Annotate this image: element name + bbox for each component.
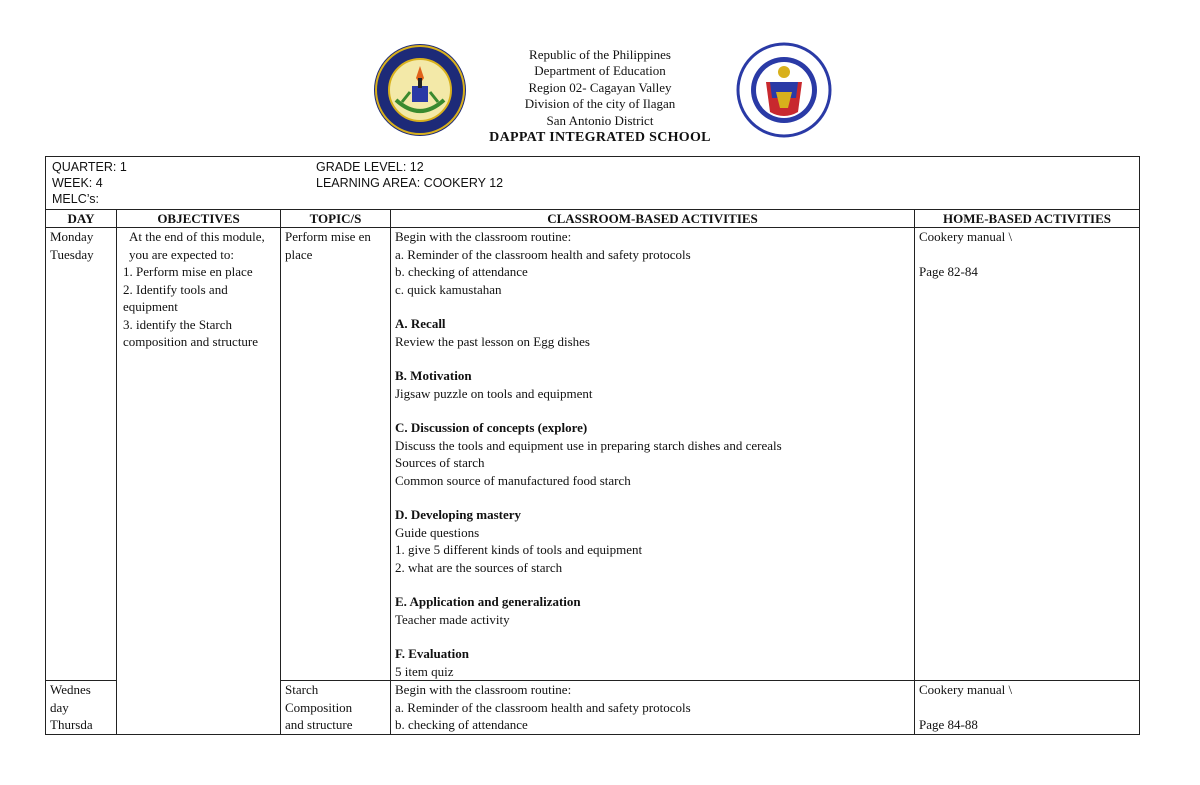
day-text: Wednes: [50, 682, 91, 697]
section-line: Review the past lesson on Egg dishes: [395, 333, 590, 349]
section-title: D. Developing mastery: [395, 507, 522, 522]
deped-seal-icon: [736, 42, 832, 138]
header-line: San Antonio District: [546, 112, 654, 128]
section-line: Discuss the tools and equipment use in preparing starch dishes and cereals: [395, 437, 782, 453]
section-line: Jigsaw puzzle on tools and equipment: [395, 385, 593, 401]
day-text: day: [50, 699, 69, 715]
document-header: [0, 0, 1200, 150]
header-line: Region 02- Cagayan Valley: [528, 79, 672, 95]
objective-item: 3. identify the Starch composition and structure: [123, 316, 259, 349]
quarter-label: QUARTER: 1: [52, 160, 127, 174]
section-line: Common source of manufactured food starch: [395, 472, 631, 488]
topic-cell: Perform mise en place: [281, 228, 391, 681]
day-text: Thursda: [50, 717, 93, 732]
home-line: Cookery manual \: [919, 682, 1013, 697]
section-line: 5 item quiz: [395, 663, 454, 679]
section-title: A. Recall: [395, 316, 446, 331]
header-line: Republic of the Philippines: [529, 47, 671, 62]
week-label: WEEK: 4: [52, 176, 103, 190]
routine-line: c. quick kamustahan: [395, 281, 502, 297]
col-classroom: CLASSROOM-BASED ACTIVITIES: [391, 210, 915, 228]
section-line: 2. what are the sources of starch: [395, 559, 563, 575]
section-title: F. Evaluation: [395, 646, 469, 661]
section-title: E. Application and generalization: [395, 594, 581, 609]
routine-line: a. Reminder of the classroom health and safety protocols: [395, 246, 691, 262]
section-line: Sources of starch: [395, 455, 485, 470]
routine-line: Begin with the classroom routine:: [395, 229, 572, 244]
header-text: [480, 47, 720, 146]
school-name: DAPPAT INTEGRATED SCHOOL: [489, 130, 711, 146]
section-title: B. Motivation: [395, 368, 472, 383]
section-line: Teacher made activity: [395, 611, 510, 627]
header-row: [46, 210, 1140, 228]
routine-line: b. checking of attendance: [395, 264, 528, 279]
topic-line: Composition: [285, 699, 353, 715]
routine-line: a. Reminder of the classroom health and safety protocols: [395, 699, 691, 715]
home-cell: [915, 681, 1140, 735]
col-home: HOME-BASED ACTIVITIES: [915, 210, 1140, 228]
objectives-cell: [117, 228, 281, 735]
col-day: DAY: [46, 210, 117, 228]
topic-cell: [281, 681, 391, 735]
section-line: Guide questions: [395, 524, 480, 540]
grade-label: GRADE LEVEL: 12: [316, 160, 424, 174]
topic-line: and structure: [285, 717, 353, 732]
info-cell: [46, 157, 1140, 210]
melc-label: MELC’s:: [52, 192, 100, 206]
school-seal-icon: [372, 42, 468, 138]
home-line: Page 84-88: [919, 717, 978, 732]
col-topics: TOPIC/S: [281, 210, 391, 228]
objective-item: 1. Perform mise en place: [123, 264, 253, 279]
day-text: Tuesday: [50, 246, 94, 262]
home-line: Cookery manual \: [919, 229, 1013, 244]
table-row: [46, 228, 1140, 681]
topic-line: Starch: [285, 682, 319, 697]
header-line: Division of the city of Ilagan: [524, 96, 676, 112]
section-title: C. Discussion of concepts (explore): [395, 420, 588, 435]
day-cell: [46, 228, 117, 681]
routine-line: b. checking of attendance: [395, 717, 528, 732]
home-cell: [915, 228, 1140, 681]
objective-item: 2. Identify tools and equipment: [123, 281, 228, 314]
classroom-cell: [391, 228, 915, 681]
routine-line: Begin with the classroom routine:: [395, 682, 572, 697]
lesson-plan-table: [45, 156, 1140, 735]
home-line: Page 82-84: [919, 264, 978, 279]
day-text: Monday: [50, 229, 94, 244]
day-cell: [46, 681, 117, 735]
col-objectives: OBJECTIVES: [117, 210, 281, 228]
area-label: LEARNING AREA: COOKERY 12: [316, 176, 504, 190]
objective-intro: At the end of this module, you are expected to:: [129, 229, 265, 262]
header-line: Department of Education: [534, 63, 666, 79]
classroom-cell: [391, 681, 915, 735]
section-line: 1. give 5 different kinds of tools and equipment: [395, 542, 643, 557]
